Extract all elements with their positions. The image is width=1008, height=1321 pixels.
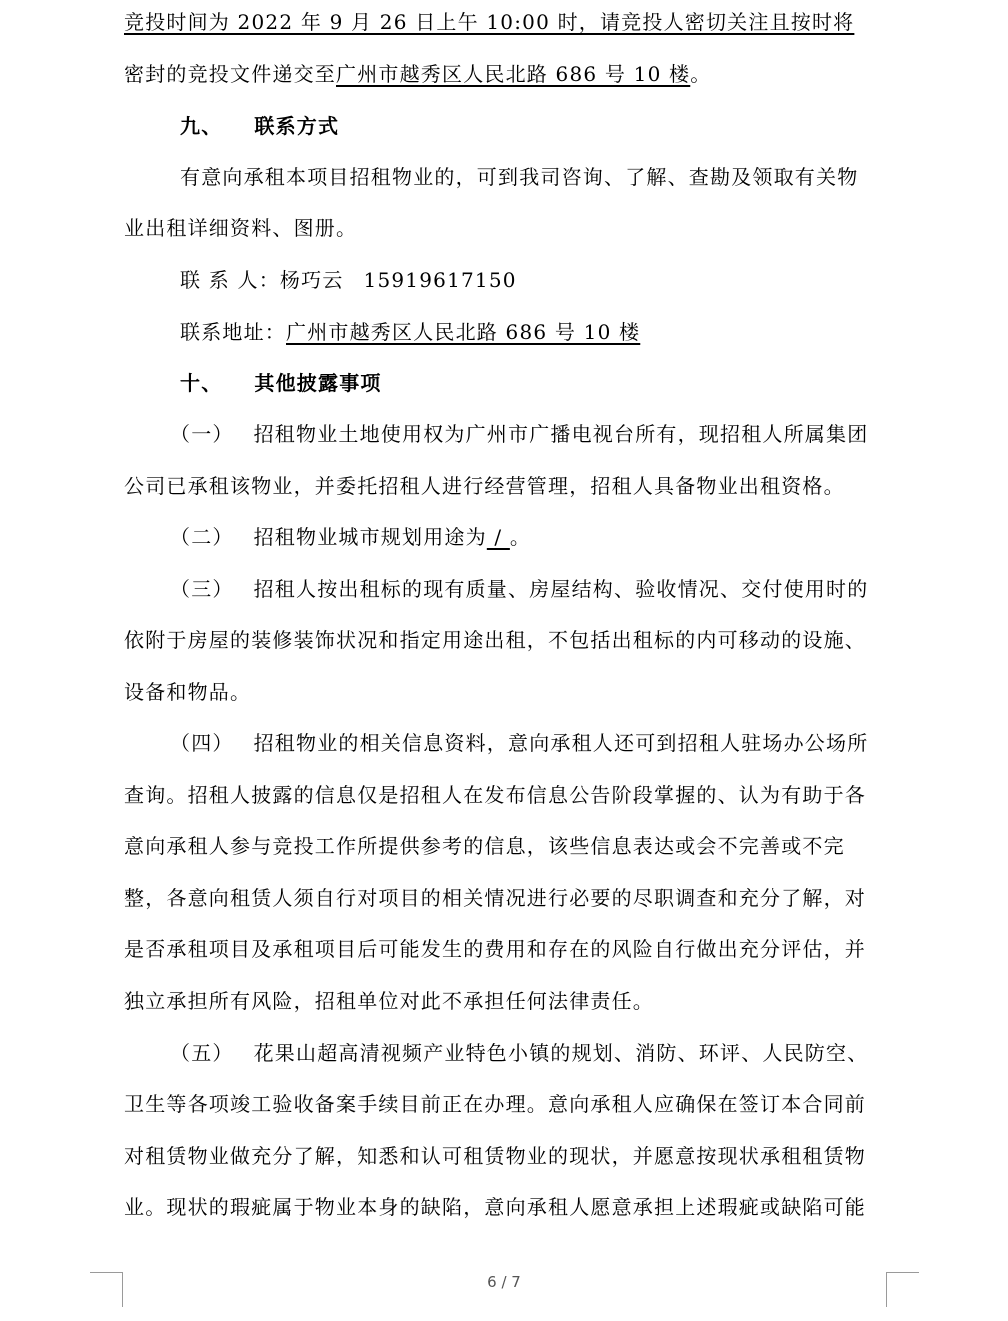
- para-number: （二）: [170, 525, 234, 549]
- text-span: 招租人按出租标的现有质量、房屋结构、验收情况、交付使用时的: [253, 577, 869, 601]
- text-line: 依附于房屋的装修装饰状况和指定用途出租，不包括出租标的内可移动的设施、: [124, 628, 866, 652]
- para-4-line: [170, 729, 868, 757]
- text-line: 业出租详细资料、图册。: [124, 216, 358, 240]
- text-span: 密封的竞投文件递交至: [124, 62, 336, 86]
- para-2-line: [170, 523, 531, 551]
- planning-use-value: /: [486, 525, 510, 549]
- text-line: 设备和物品。: [124, 680, 252, 704]
- heading-title: 联系方式: [254, 114, 340, 138]
- address-value: 广州市越秀区人民北路 686 号 10 楼: [286, 320, 641, 344]
- text-span: 招租物业城市规划用途为: [253, 525, 487, 549]
- text-line: 是否承租项目及承租项目后可能发生的费用和存在的风险自行做出充分评估，并: [124, 937, 866, 961]
- para-5-line: [170, 1039, 868, 1067]
- para-number: （三）: [170, 577, 234, 601]
- para-number: （一）: [170, 422, 234, 446]
- text-line: 对租赁物业做充分了解，知悉和认可租赁物业的现状，并愿意按现状承租租赁物: [124, 1144, 866, 1168]
- bid-time-text: 竞投时间为 2022 年 9 月 26 日上午 10:00 时，请竞投人密切关注且按时将: [124, 10, 855, 34]
- submission-address: 广州市越秀区人民北路 686 号 10 楼: [336, 62, 691, 86]
- heading-number: 十、: [180, 371, 223, 395]
- text-span: 。: [690, 62, 712, 86]
- text-line: [124, 8, 854, 36]
- heading-number: 九、: [180, 114, 223, 138]
- address-label: 联系地址：: [180, 320, 286, 344]
- text-span: 花果山超高清视频产业特色小镇的规划、消防、环评、人民防空、: [253, 1041, 869, 1065]
- page-number: 6 / 7: [487, 1273, 521, 1291]
- section-heading-10: [180, 369, 382, 397]
- para-number: （五）: [170, 1041, 234, 1065]
- text-line: 有意向承租本项目招租物业的，可到我司咨询、了解、查勘及领取有关物: [180, 165, 859, 189]
- contact-name: 杨巧云: [279, 268, 344, 292]
- text-line: 业。现状的瑕疵属于物业本身的缺陷，意向承租人愿意承担上述瑕疵或缺陷可能: [124, 1195, 866, 1219]
- text-line: 独立承担所有风险，招租单位对此不承担任何法律责任。: [124, 989, 654, 1013]
- text-line: 意向承租人参与竞投工作所提供参考的信息，该些信息表达或会不完善或不完: [124, 834, 845, 858]
- text-line: 整，各意向租赁人须自行对项目的相关情况进行必要的尽职调查和充分了解，对: [124, 886, 866, 910]
- text-span: 。: [509, 525, 532, 549]
- contact-address-line: [180, 318, 640, 346]
- heading-title: 其他披露事项: [254, 371, 382, 395]
- contact-label: 联 系 人：: [180, 268, 280, 292]
- text-line: [124, 60, 711, 88]
- para-3-line: [170, 575, 868, 603]
- text-span: 招租物业的相关信息资料，意向承租人还可到招租人驻场办公场所: [253, 731, 869, 755]
- text-span: 招租物业土地使用权为广州市广播电视台所有，现招租人所属集团: [253, 422, 869, 446]
- para-number: （四）: [170, 731, 234, 755]
- text-line: 公司已承租该物业，并委托招租人进行经营管理，招租人具备物业出租资格。: [124, 474, 845, 498]
- text-line: 卫生等各项竣工验收备案手续目前正在办理。意向承租人应确保在签订本合同前: [124, 1092, 866, 1116]
- text-line: 查询。招租人披露的信息仅是招租人在发布信息公告阶段掌握的、认为有助于各: [124, 783, 866, 807]
- contact-phone: 15919617150: [363, 268, 517, 292]
- contact-person-line: [180, 266, 517, 294]
- para-1-line: [170, 420, 868, 448]
- section-heading-9: [180, 112, 339, 140]
